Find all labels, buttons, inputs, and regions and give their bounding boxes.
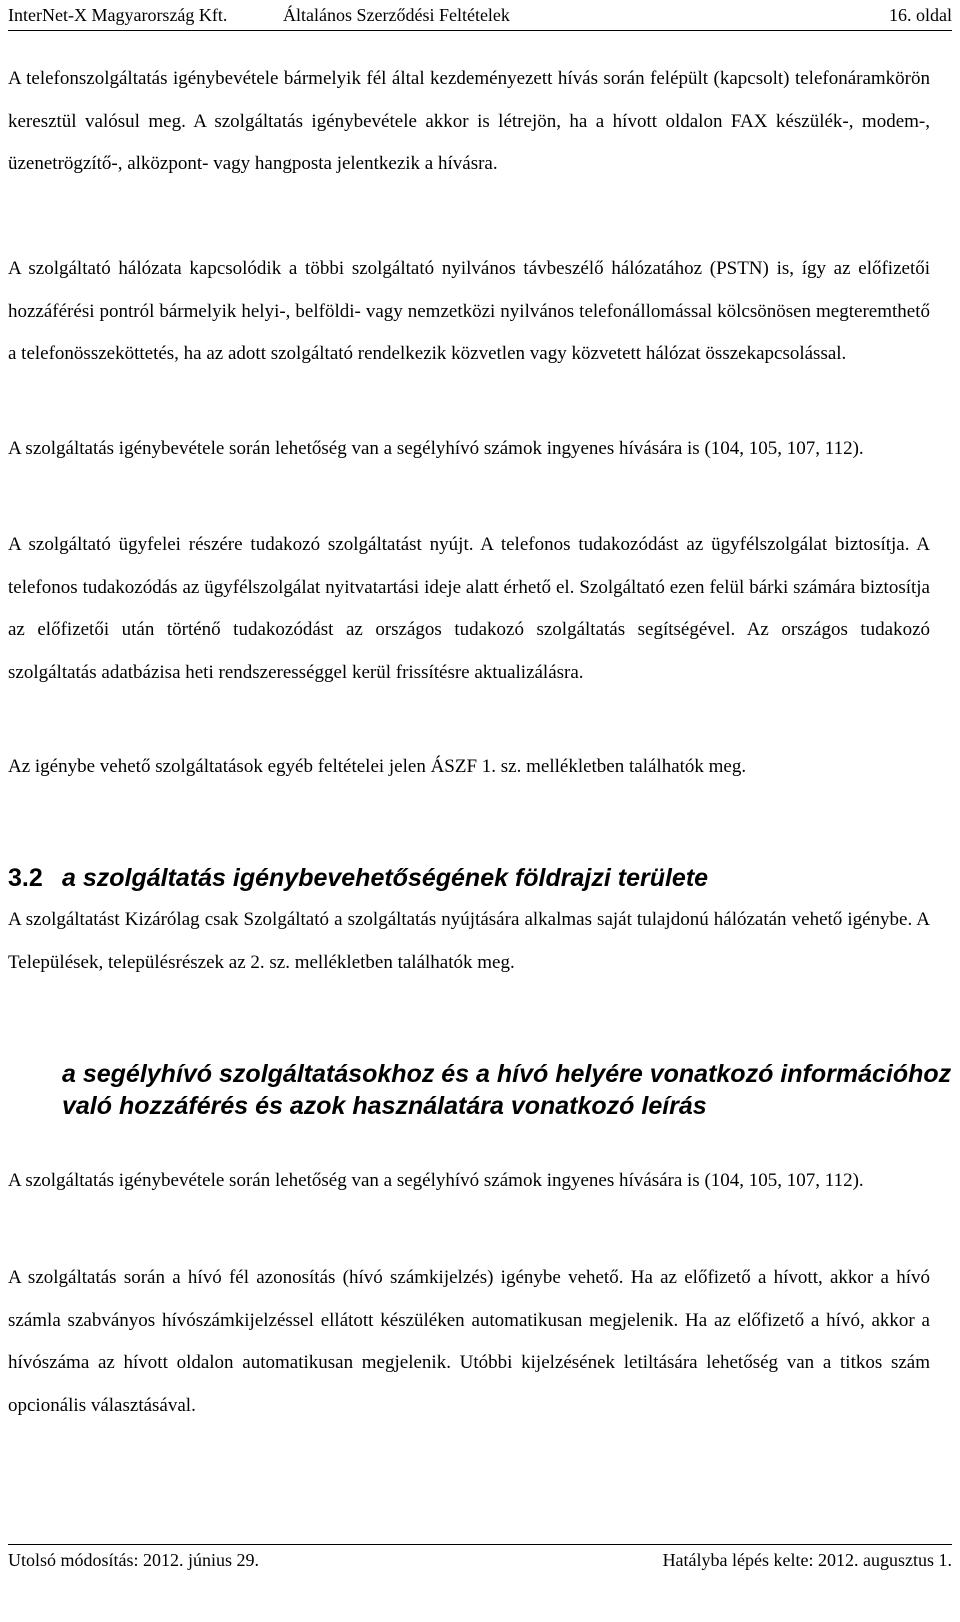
- paragraph-caller-id: A szolgáltatás során a hívó fél azonosítás (hívó számkijelzés) igénybe vehető. Ha az előfizető a hívott, akkor a hívó számla szabványos hívószámkijelzéssel ellátott készüléken automatikusan megjelenik. Ha az előfizető a hívó, akkor a hívószáma az hívott oldalon automatikusan megjelenik. Utóbbi kijelzésének letiltására lehetőség van a titkos szám opcionális választásával.: [8, 1267, 930, 1416]
- header-company: InterNet-X Magyarország Kft.: [8, 5, 228, 25]
- paragraph-pstn: A szolgáltató hálózata kapcsolódik a többi szolgáltató nyilvános távbeszélő hálózatához (PSTN) is, így az előfizetői hozzáférési pontról bármelyik helyi-, belföldi- vagy nemzetközi nyilvános telefonállomással kölcsönösen megteremthető a telefonösszeköttetés, ha az adott szolgáltató rendelkezik közvetlen vagy közvetett hálózat összekapcsolással.: [8, 258, 930, 364]
- paragraph-emergency-numbers-2: A szolgáltatás igénybevétele során lehetőség van a segélyhívó számok ingyenes hívására is (104, 105, 107, 112).: [8, 1170, 864, 1191]
- section-title: a szolgáltatás igénybevehetőségének földrajzi területe: [62, 864, 709, 892]
- section-number: 3.2: [8, 864, 43, 892]
- paragraph-call-setup: A telefonszolgáltatás igénybevétele bármelyik fél által kezdeményezett hívás során felépült (kapcsolt) telefonáramkörön keresztül valósul meg. A szolgáltatás igénybevétele akkor is létrejön, ha a hívott oldalon FAX készülék-, modem-, üzenetrögzítő-, alközpont- vagy hangposta jelentkezik a hívásra.: [8, 68, 930, 174]
- section-heading-3-3: [8, 1058, 960, 1122]
- paragraph-service-area: A szolgáltatást Kizárólag csak Szolgáltató a szolgáltatás nyújtására alkalmas saját tulajdonú hálózatán vehető igénybe. A Települések, településrészek az 2. sz. mellékletben találhatók meg.: [8, 909, 930, 973]
- header-doc-title: Általános Szerződési Feltételek: [283, 5, 510, 25]
- page-footer: [8, 1544, 952, 1574]
- section-title: a segélyhívó szolgáltatásokhoz és a hívó helyére vonatkozó információhoz való hozzáférés és azok használatára vonatkozó leírás: [62, 1060, 952, 1120]
- paragraph-directory-service: A szolgáltató ügyfelei részére tudakozó szolgáltatást nyújt. A telefonos tudakozódást az ügyfélszolgálat biztosítja. A telefonos tudakozódás az ügyfélszolgálat nyitvatartási ideje alatt érhető el. Szolgáltató ezen felül bárki számára biztosítja az előfizetői után történő tudakozódást az országos tudakozó szolgáltatás segítségével. Az országos tudakozó szolgáltatás adatbázisa heti rendszerességgel kerül frissítésre aktualizálásra.: [8, 534, 930, 683]
- section-heading-3-2: [8, 862, 930, 894]
- footer-last-modified: Utolsó módosítás: 2012. június 29.: [8, 1550, 260, 1570]
- page-header: [8, 4, 952, 31]
- paragraph-emergency-numbers: A szolgáltatás igénybevétele során lehetőség van a segélyhívó számok ingyenes hívására is (104, 105, 107, 112).: [8, 438, 864, 459]
- paragraph-terms-reference: Az igénybe vehető szolgáltatások egyéb feltételei jelen ÁSZF 1. sz. mellékletben találhatók meg.: [8, 756, 747, 777]
- section-number: [8, 1058, 62, 1090]
- header-page-number: 16. oldal: [889, 5, 952, 25]
- footer-effective-date: Hatályba lépés kelte: 2012. augusztus 1.: [662, 1550, 952, 1570]
